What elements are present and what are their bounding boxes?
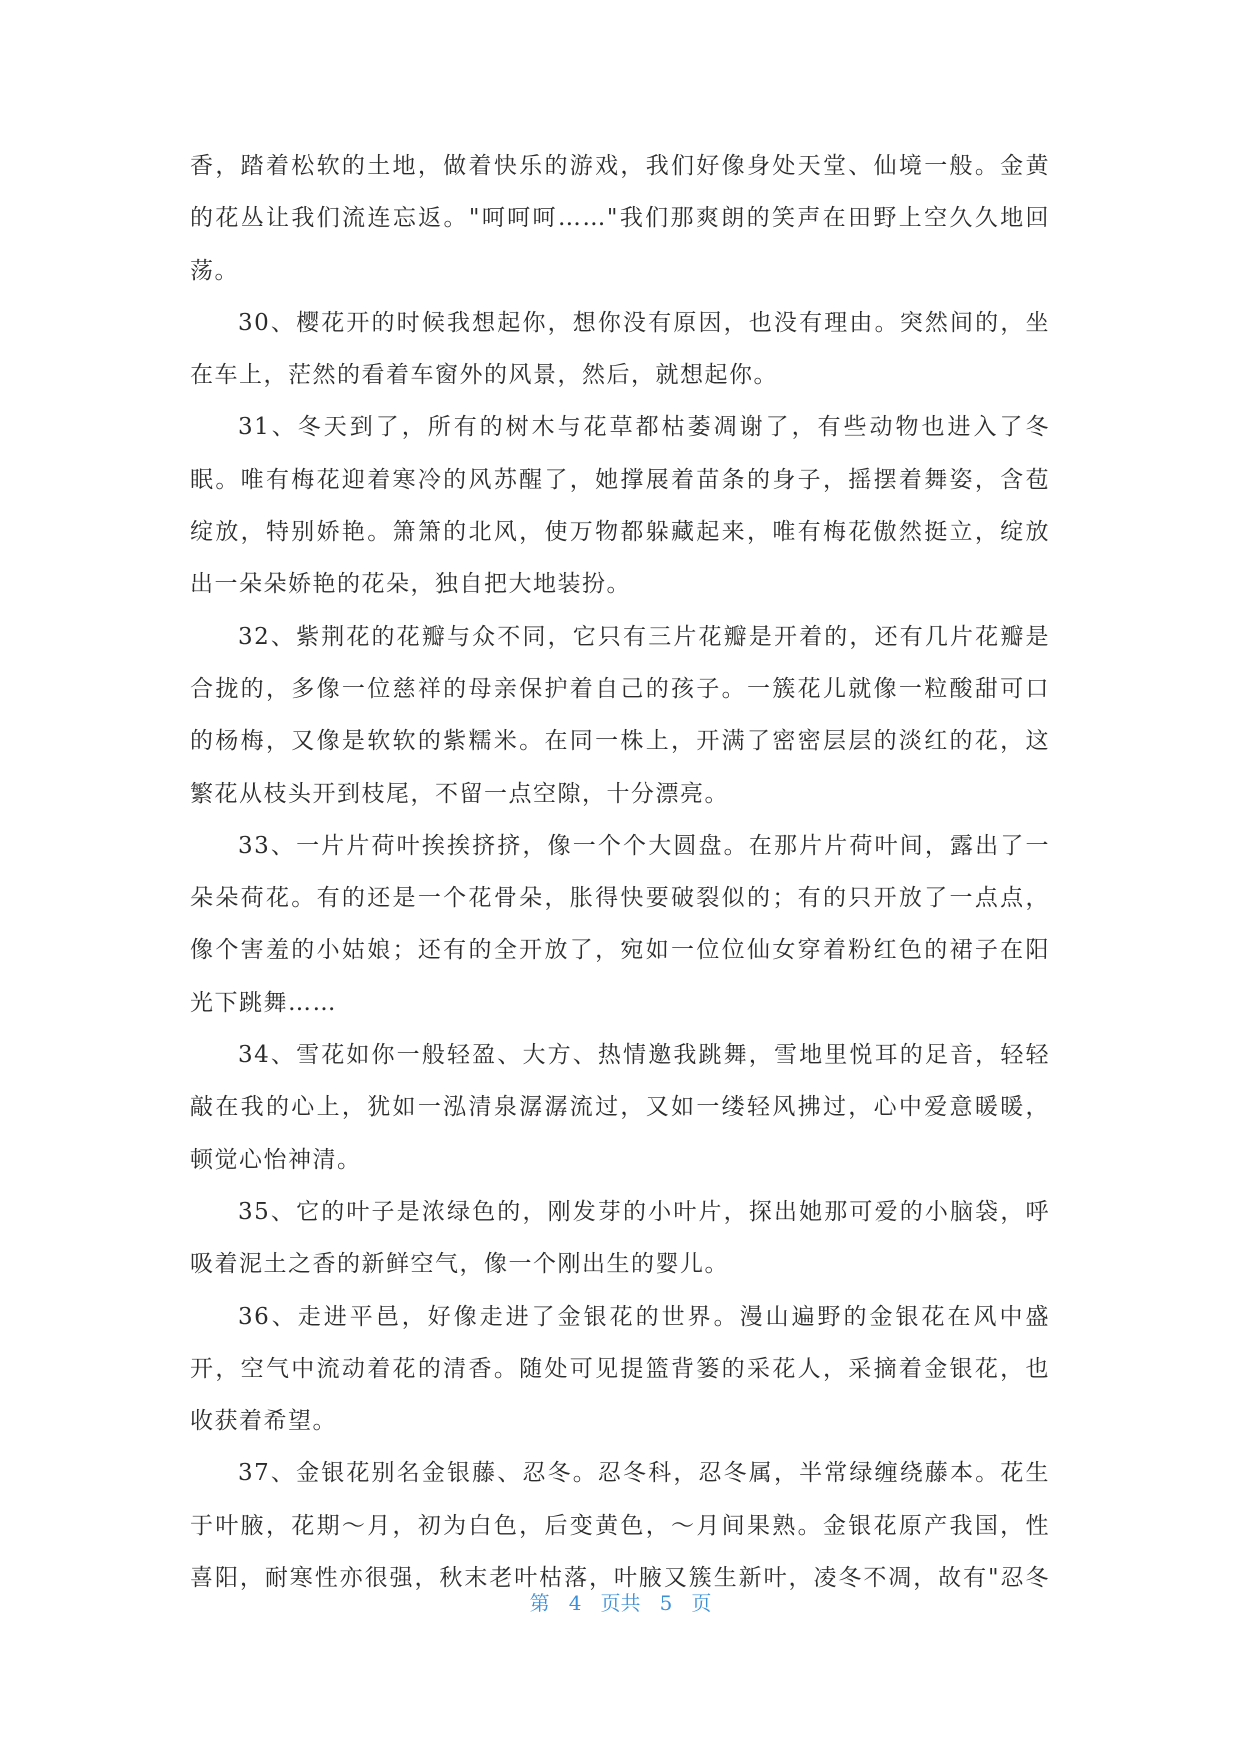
text-line: 36、走进平邑，好像走进了金银花的世界。漫山遍野的金银花在风中盛 <box>238 1303 1050 1330</box>
text-line: 34、雪花如你一般轻盈、大方、热情邀我跳舞，雪地里悦耳的足音，轻轻 <box>238 1042 1050 1069</box>
document-body <box>190 140 1050 1604</box>
text-line: 眠。唯有梅花迎着寒冷的风苏醒了，她撑展着苗条的身子，摇摆着舞姿，含苞 <box>190 466 1050 493</box>
text-line: 敲在我的心上，犹如一泓清泉潺潺流过，又如一缕轻风拂过，心中爱意暖暖， <box>190 1094 1050 1121</box>
text-line: 的杨梅，又像是软软的紫糯米。在同一株上，开满了密密层层的淡红的花，这 <box>190 728 1050 755</box>
text-line: 绽放，特别娇艳。箫箫的北风，使万物都躲藏起来，唯有梅花傲然挺立，绽放 <box>190 519 1050 546</box>
text-line: 像个害羞的小姑娘；还有的全开放了，宛如一位位仙女穿着粉红色的裙子在阳 <box>190 937 1050 964</box>
text-line: 喜阳，耐寒性亦很强，秋末老叶枯落，叶腋又簇生新叶，凌冬不凋，故有"忍冬 <box>190 1565 1050 1592</box>
text-line: 33、一片片荷叶挨挨挤挤，像一个个大圆盘。在那片片荷叶间，露出了一 <box>238 832 1050 859</box>
text-line: 吸着泥土之香的新鲜空气，像一个刚出生的婴儿。 <box>190 1251 729 1278</box>
footer-prefix: 第 <box>529 1591 550 1615</box>
text-line: 31、冬天到了，所有的树木与花草都枯萎凋谢了，有些动物也进入了冬 <box>238 414 1050 441</box>
text-line: 开，空气中流动着花的清香。随处可见提篮背篓的采花人，采摘着金银花，也 <box>190 1355 1050 1382</box>
text-line: 朵朵荷花。有的还是一个花骨朵，胀得快要破裂似的；有的只开放了一点点， <box>190 885 1050 912</box>
text-line: 光下跳舞…… <box>190 989 337 1016</box>
text-line: 32、紫荆花的花瓣与众不同，它只有三片花瓣是开着的，还有几片花瓣是 <box>238 623 1050 650</box>
text-line: 合拢的，多像一位慈祥的母亲保护着自己的孩子。一簇花儿就像一粒酸甜可口 <box>190 675 1050 702</box>
text-line: 顿觉心怡神清。 <box>190 1146 362 1173</box>
footer-current-page: 4 <box>568 1591 582 1615</box>
text-line: 收获着希望。 <box>190 1408 337 1435</box>
footer-suffix: 页 <box>691 1591 712 1615</box>
footer-total-pages: 5 <box>659 1591 673 1615</box>
text-line: 的花丛让我们流连忘返。"呵呵呵……"我们那爽朗的笑声在田野上空久久地回 <box>190 205 1050 232</box>
text-line: 荡。 <box>190 257 239 284</box>
text-line: 在车上，茫然的看着车窗外的风景，然后，就想起你。 <box>190 362 778 389</box>
text-line: 35、它的叶子是浓绿色的，刚发芽的小叶片，探出她那可爱的小脑袋，呼 <box>238 1198 1050 1225</box>
text-line: 30、樱花开的时候我想起你，想你没有原因，也没有理由。突然间的，坐 <box>238 309 1050 336</box>
text-line: 于叶腋，花期～月，初为白色，后变黄色，～月间果熟。金银花原产我国，性 <box>190 1512 1050 1539</box>
text-line: 繁花从枝头开到枝尾，不留一点空隙，十分漂亮。 <box>190 780 729 807</box>
footer-middle: 页共 <box>600 1591 641 1615</box>
text-line: 37、金银花别名金银藤、忍冬。忍冬科，忍冬属，半常绿缠绕藤本。花生 <box>238 1460 1050 1487</box>
text-line: 香，踏着松软的土地，做着快乐的游戏，我们好像身处天堂、仙境一般。金黄 <box>190 153 1050 179</box>
text-line: 出一朵朵娇艳的花朵，独自把大地装扮。 <box>190 571 631 598</box>
page-footer <box>0 1587 1241 1616</box>
